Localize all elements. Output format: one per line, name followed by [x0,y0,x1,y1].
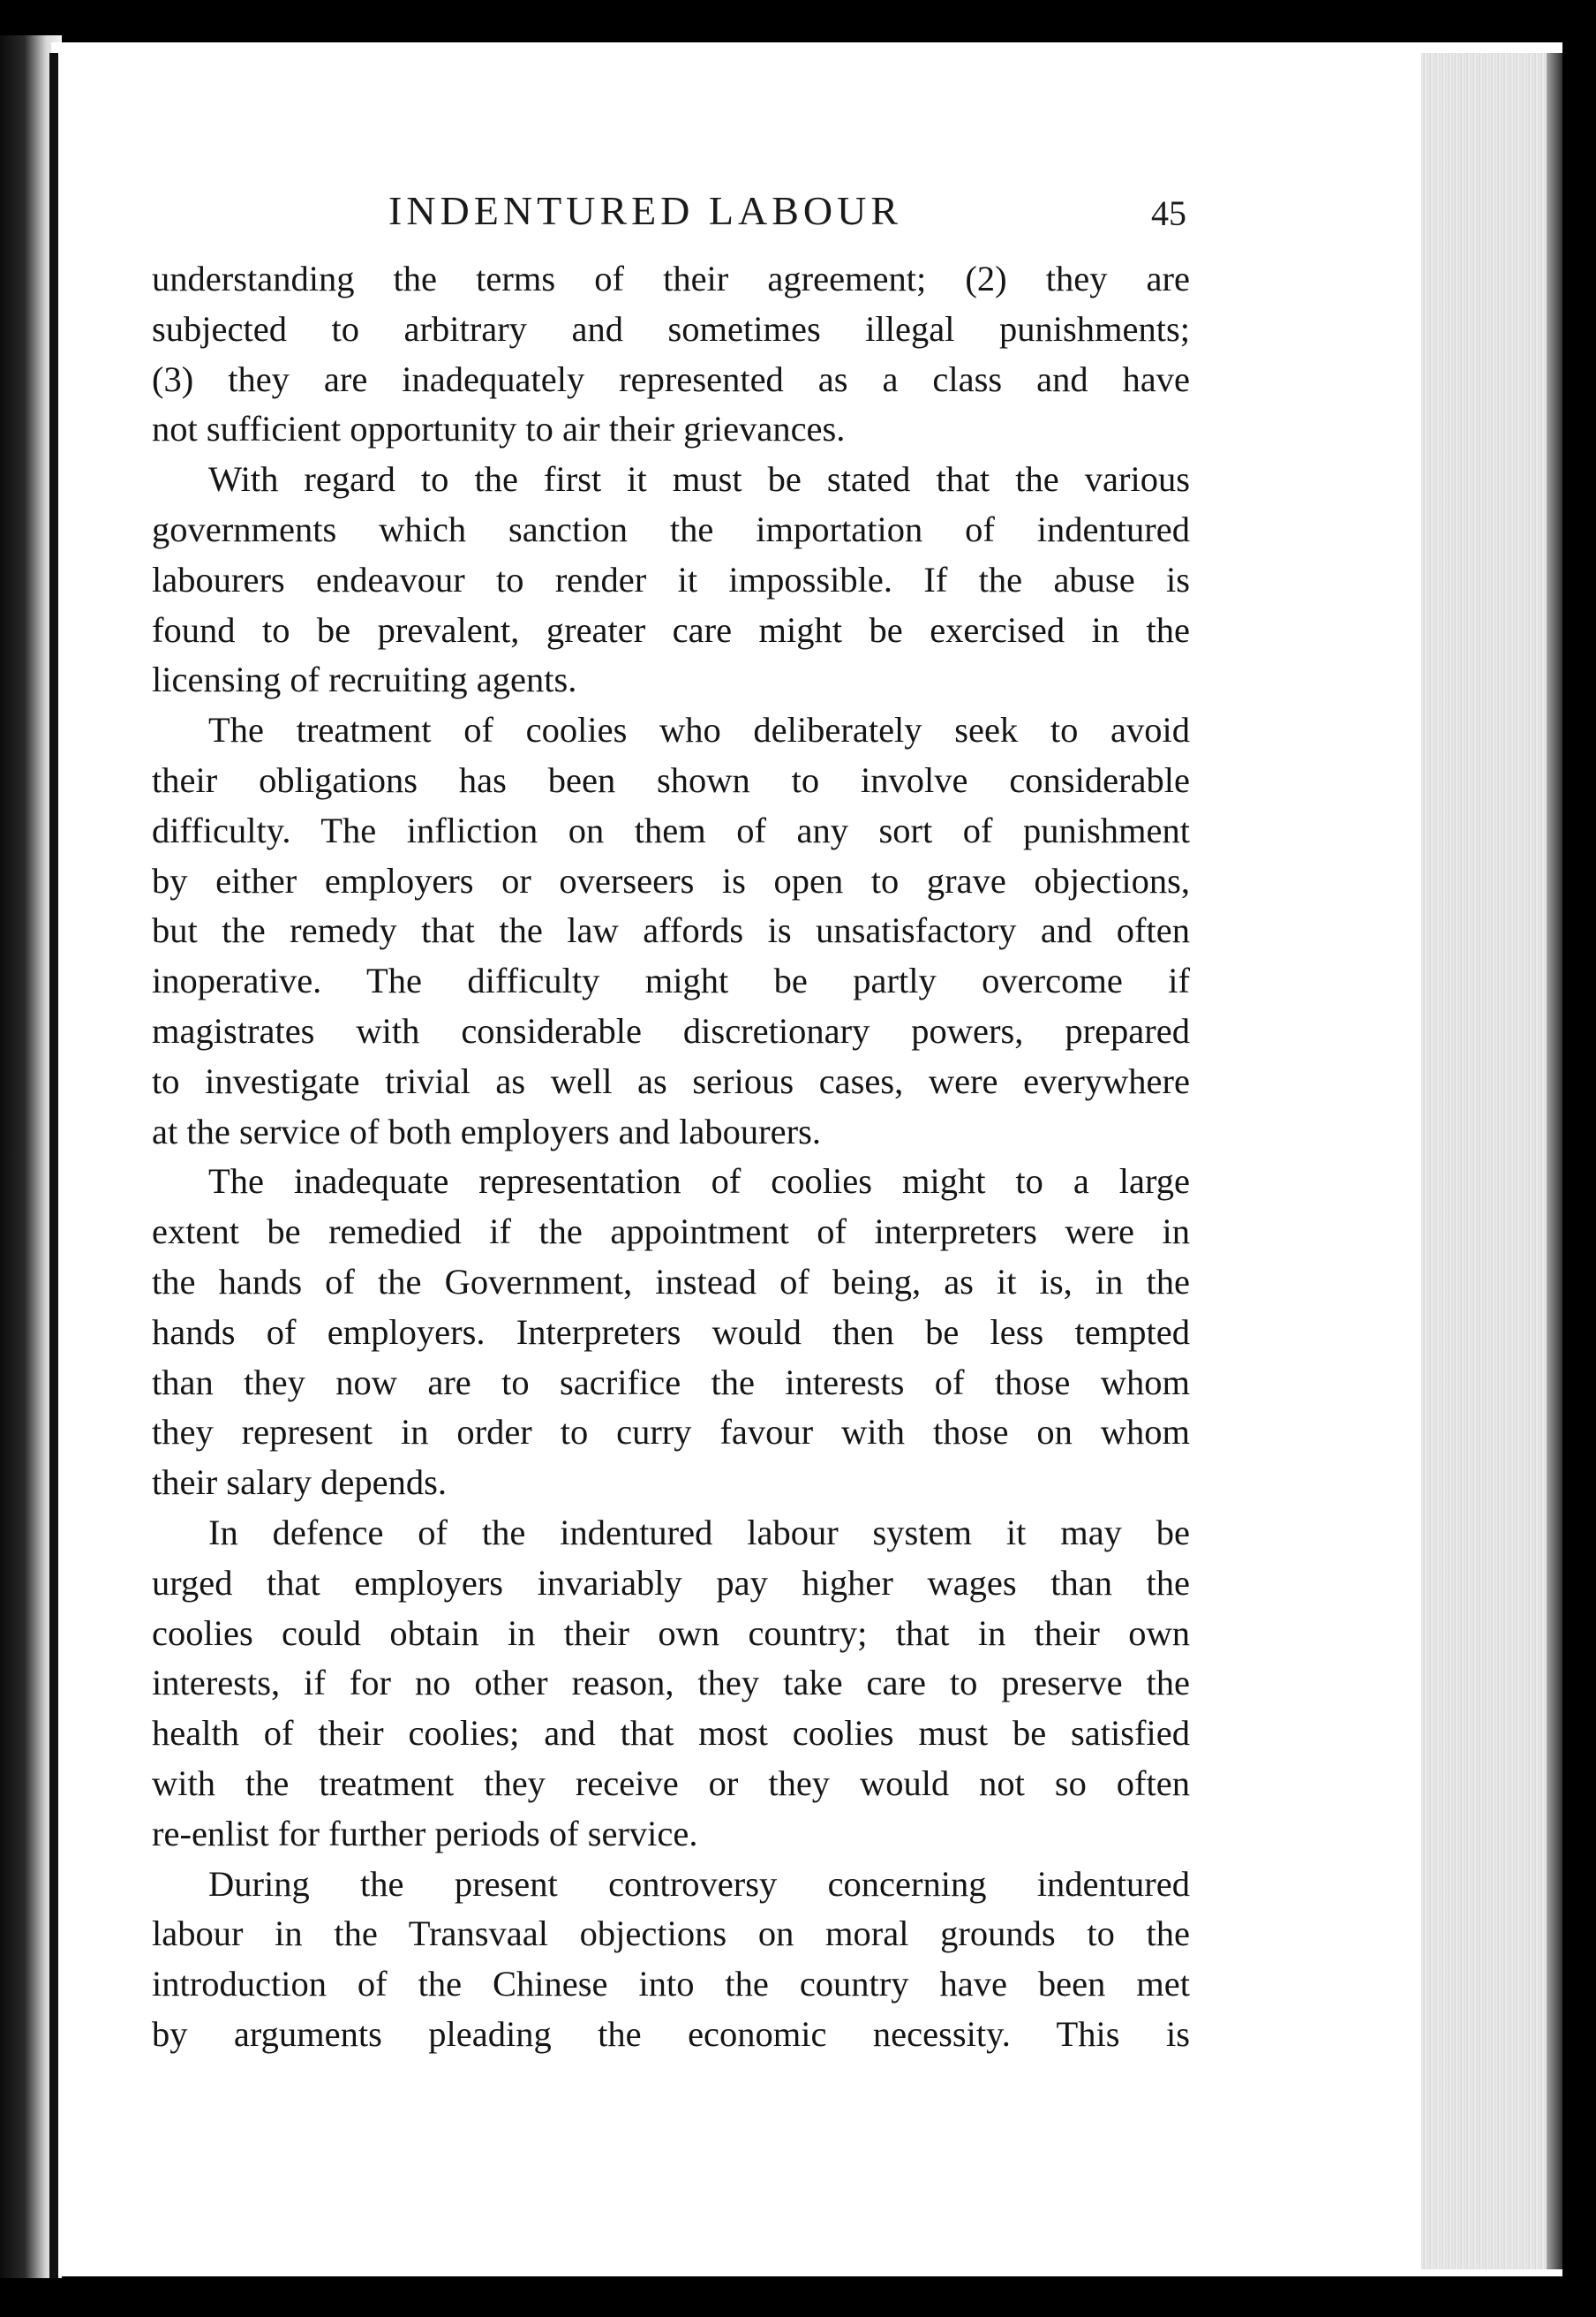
paragraph [152,1508,1190,1860]
text-line: licensing of recruiting agents. [152,660,577,700]
running-title: INDENTURED LABOUR [388,188,903,233]
text-line: not sufficient opportunity to air their grievances. [152,409,846,449]
text-line: by either employers or overseers is open to grave objections, [152,860,1190,901]
text-line: (3) they are inadequately represented as a class and have [152,358,1190,399]
text-line: labourers endeavour to render it impossible. If the abuse is [152,559,1190,600]
text-line: urged that employers invariably pay higher wages than the [152,1562,1190,1603]
page-fore-edge [1421,53,1562,2269]
text-line: to investigate trivial as well as serious cases, were everywhere [152,1060,1190,1101]
paragraph [152,1860,1190,2060]
text-line: than they now are to sacrifice the interests of those whom [152,1362,1190,1402]
text-line: their salary depends. [152,1462,448,1503]
text-line: difficulty. The infliction on them of any sort of punishment [152,810,1190,850]
text-line: they represent in order to curry favour with those on whom [152,1412,1190,1453]
text-line: magistrates with considerable discretionary powers, prepared [152,1010,1190,1051]
paragraph [152,254,1190,455]
text-line: understanding the terms of their agreement; (2) they are [152,259,1190,298]
text-line: In defence of the indentured labour system it may be [208,1512,1190,1552]
text-line: governments which sanction the importation of indentured [152,509,1190,549]
body-text [152,254,1190,2060]
text-line: their obligations has been shown to involve considerable [152,759,1190,800]
text-line: The treatment of coolies who deliberately seek to avoid [208,710,1190,751]
text-line: During the present controversy concerning indentured [208,1863,1190,1904]
text-line: The inadequate representation of coolies might to a large [208,1161,1190,1202]
text-line: found to be prevalent, greater care might be exercised in the [152,609,1190,650]
text-line: inoperative. The difficulty might be partly overcome if [152,961,1190,1001]
page-number: 45 [1151,193,1186,233]
text-line: health of their coolies; and that most coolies must be satisfied [152,1713,1190,1754]
text-line: re-enlist for further periods of service. [152,1813,698,1853]
text-line: extent be remedied if the appointment of interpreters were in [152,1211,1190,1252]
text-line: subjected to arbitrary and sometimes illegal punishments; [152,308,1190,349]
text-line: with the treatment they receive or they would not so often [152,1762,1190,1803]
book-spine-edge [49,53,58,2278]
text-line: coolies could obtain in their own country; that in their own [152,1612,1190,1653]
paragraph [152,706,1190,1157]
text-line: interests, if for no other reason, they take care to preserve the [152,1663,1190,1703]
text-line: introduction of the Chinese into the country have been met [152,1964,1190,2004]
text-line: the hands of the Government, instead of being, as it is, in the [152,1261,1190,1302]
text-line: at the service of both employers and labourers. [152,1111,821,1151]
text-line: With regard to the first it must be stated that the various [208,459,1190,500]
paragraph [152,455,1190,706]
text-line: by arguments pleading the economic necessity. This is [152,2013,1190,2054]
text-line: hands of employers. Interpreters would then be less tempted [152,1311,1190,1352]
text-line: labour in the Transvaal objections on moral grounds to the [152,1913,1190,1954]
text-line: but the remedy that the law affords is unsatisfactory and often [152,910,1190,951]
paragraph [152,1157,1190,1508]
